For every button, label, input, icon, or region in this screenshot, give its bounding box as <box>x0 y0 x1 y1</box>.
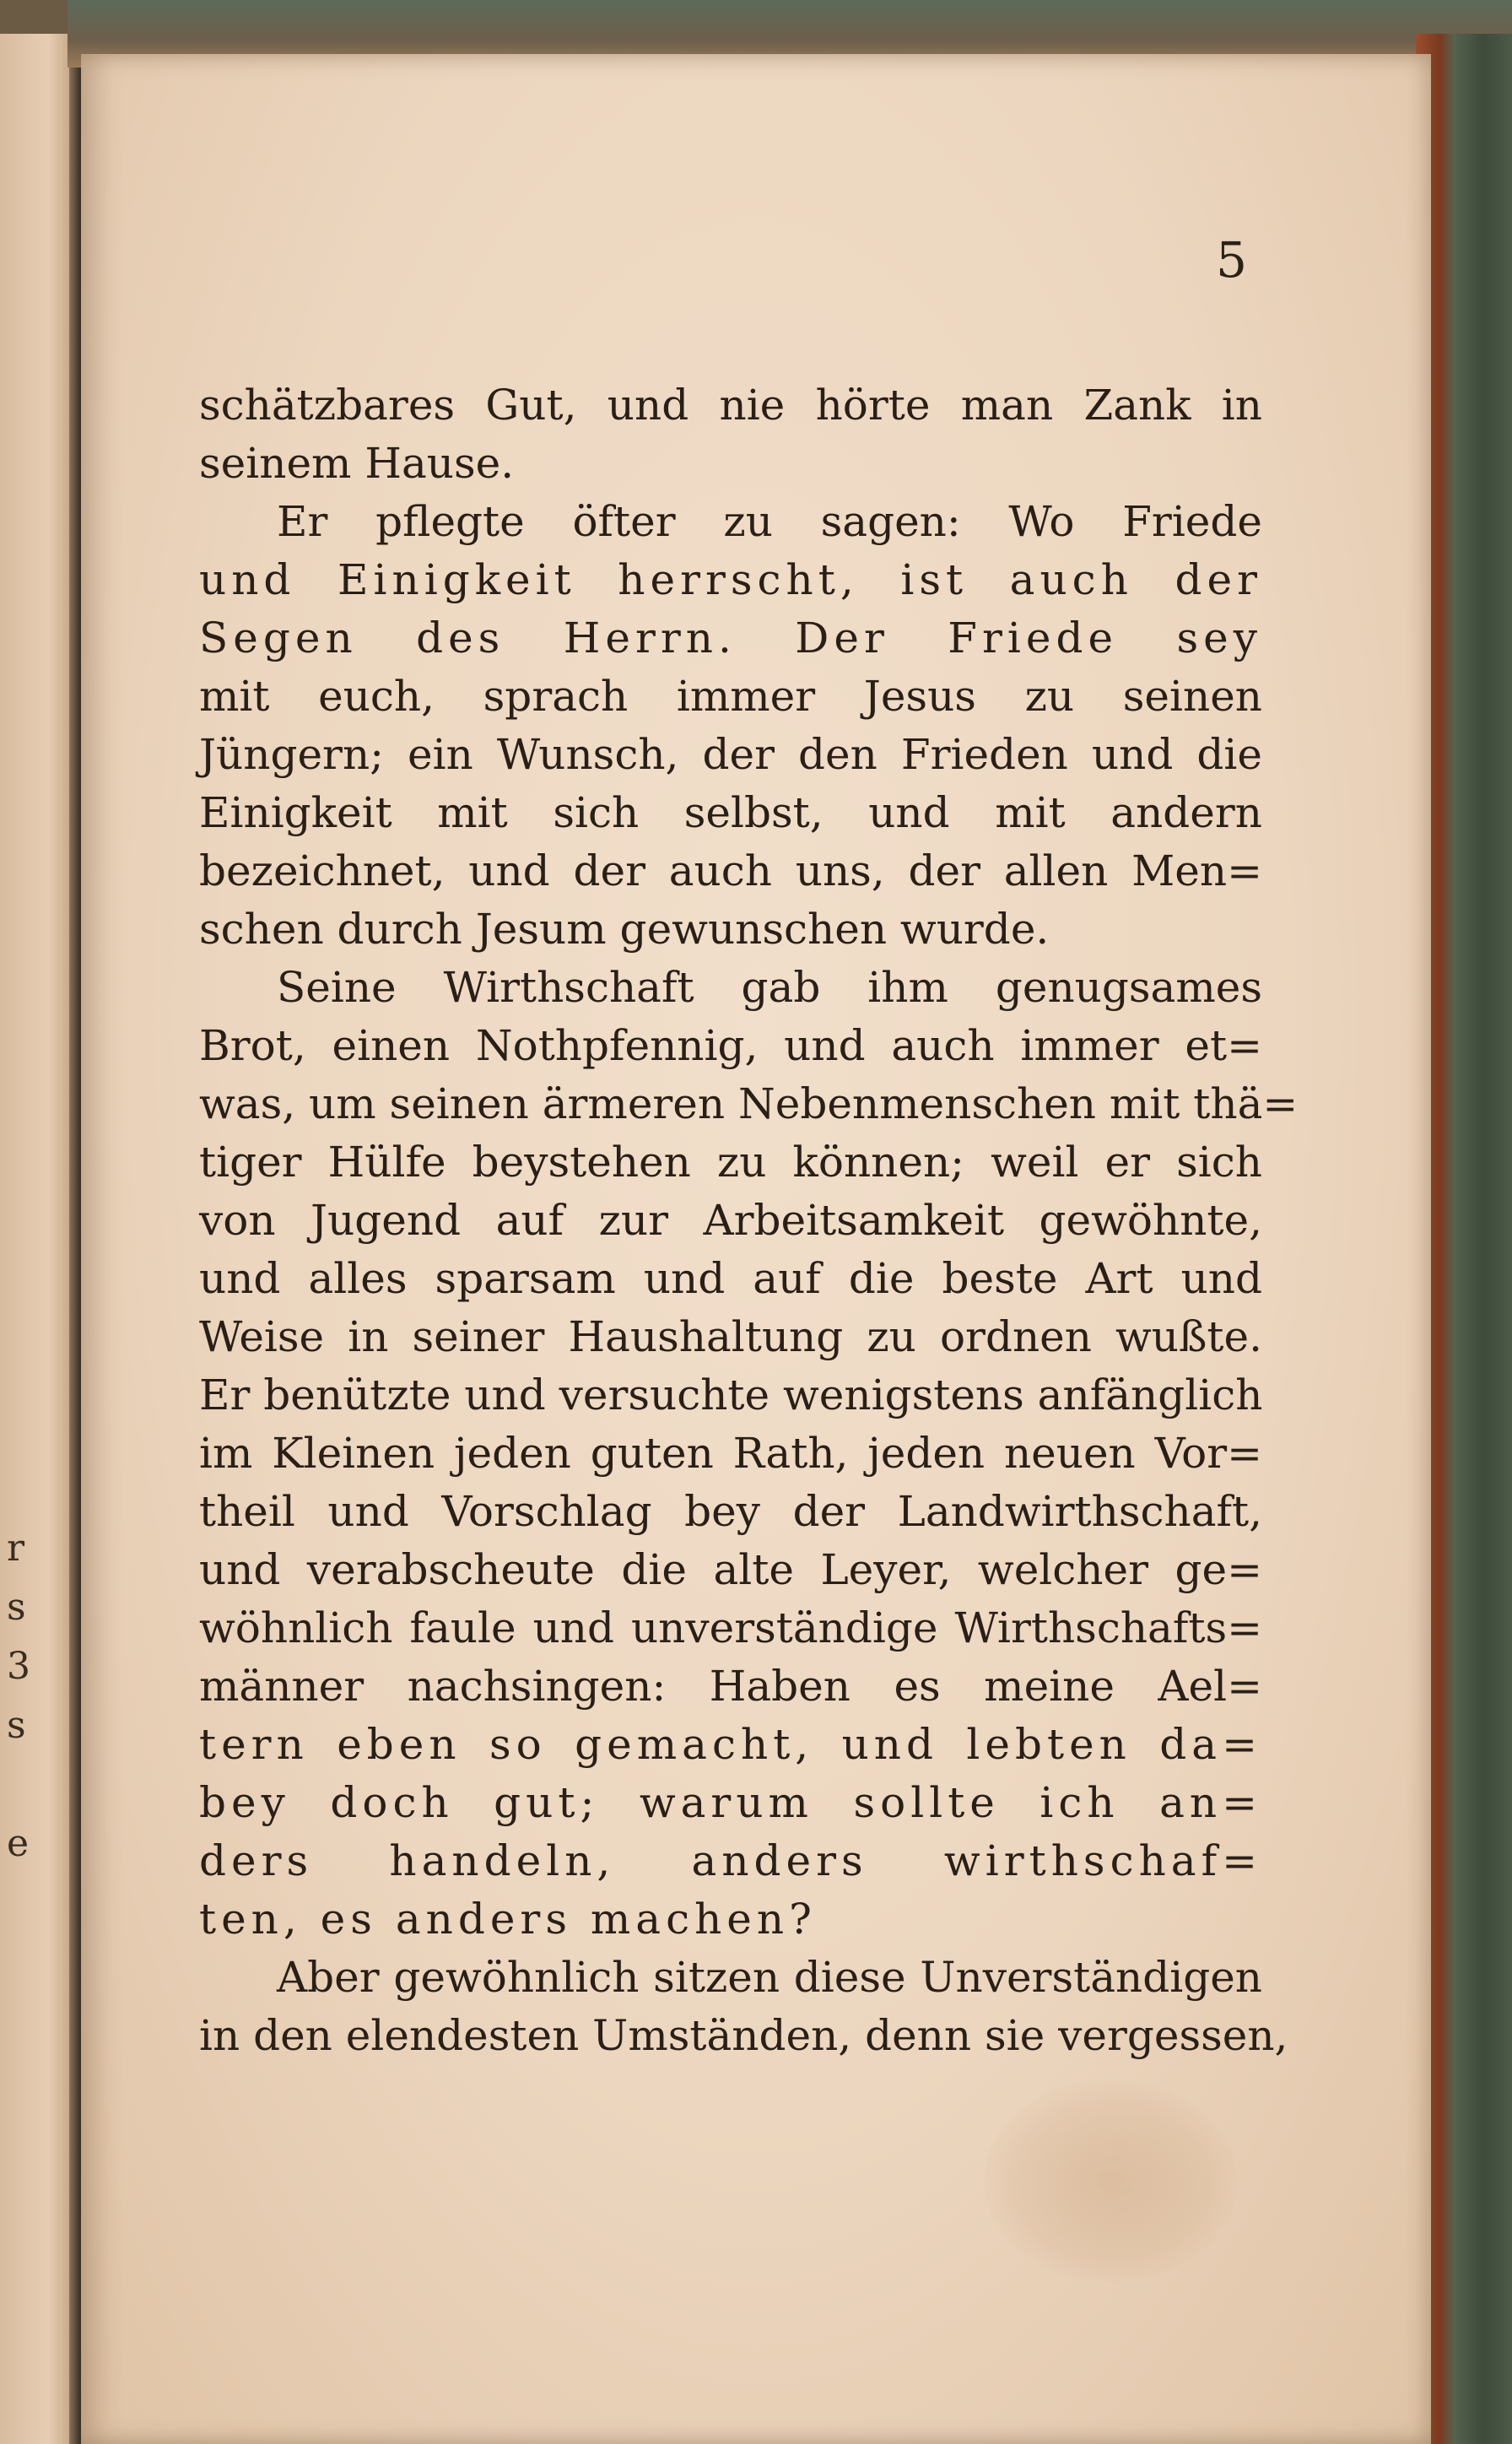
facing-page-letter-fragments: r s 3 s e <box>7 1527 30 1865</box>
text-line: bey doch gut; warum sollte ich an= <box>199 1778 1262 1827</box>
text-line: wöhnlich faule und unverständige Wirthschafts= <box>199 1603 1262 1652</box>
text-line: Jüngern; ein Wunsch, der den Frieden und die <box>199 730 1262 779</box>
text-line: männer nachsingen: Haben es meine Ael= <box>199 1662 1262 1711</box>
text-line: tiger Hülfe beystehen zu können; weil er sich <box>199 1138 1262 1187</box>
text-line: Einigkeit mit sich selbst, und mit andern <box>199 788 1262 837</box>
water-stain <box>984 2079 1237 2282</box>
text-line: mit euch, sprach immer Jesus zu seinen <box>199 672 1262 721</box>
text-line: schätzbares Gut, und nie hörte man Zank in <box>199 381 1262 430</box>
page-text-block <box>199 376 1299 2065</box>
text-line: in den elendesten Umständen, denn sie vergessen, <box>199 2011 1288 2060</box>
text-line: Brot, einen Nothpfennig, und auch immer et= <box>199 1021 1262 1070</box>
text-line: und verabscheute die alte Leyer, welcher ge= <box>199 1545 1262 1594</box>
text-line: ten, es anders machen? <box>199 1895 817 1944</box>
text-line: Er benützte und versuchte wenigstens anfänglich <box>199 1371 1263 1419</box>
text-line: Weise in seiner Haushaltung zu ordnen wußte. <box>199 1312 1262 1361</box>
facing-page-edge <box>0 34 69 2444</box>
text-line: von Jugend auf zur Arbeitsamkeit gewöhnte, <box>199 1196 1262 1245</box>
text-line: bezeichnet, und der auch uns, der allen Men= <box>199 846 1262 895</box>
text-line: Segen des Herrn. Der Friede sey <box>199 614 1262 662</box>
text-line: Er pflegte öfter zu sagen: Wo Friede <box>277 497 1262 546</box>
text-line: Aber gewöhnlich sitzen diese Unverständigen <box>277 1953 1262 2002</box>
text-line: was, um seinen ärmeren Nebenmenschen mit thä= <box>199 1079 1299 1128</box>
book-page <box>81 54 1431 2444</box>
text-line: Seine Wirthschaft gab ihm genugsames <box>277 963 1262 1012</box>
text-line: und alles sparsam und auf die beste Art und <box>199 1254 1262 1303</box>
text-line: ders handeln, anders wirthschaf= <box>199 1836 1262 1885</box>
text-line: und Einigkeit herrscht, ist auch der <box>199 555 1262 604</box>
page-number: 5 <box>1216 231 1247 289</box>
text-line: im Kleinen jeden guten Rath, jeden neuen Vor= <box>199 1429 1262 1478</box>
text-line: schen durch Jesum gewunschen wurde. <box>199 905 1050 954</box>
text-line: tern eben so gemacht, und lebten da= <box>199 1720 1262 1769</box>
text-line: theil und Vorschlag bey der Landwirthschaft, <box>199 1487 1262 1536</box>
text-line: seinem Hause. <box>199 439 515 488</box>
